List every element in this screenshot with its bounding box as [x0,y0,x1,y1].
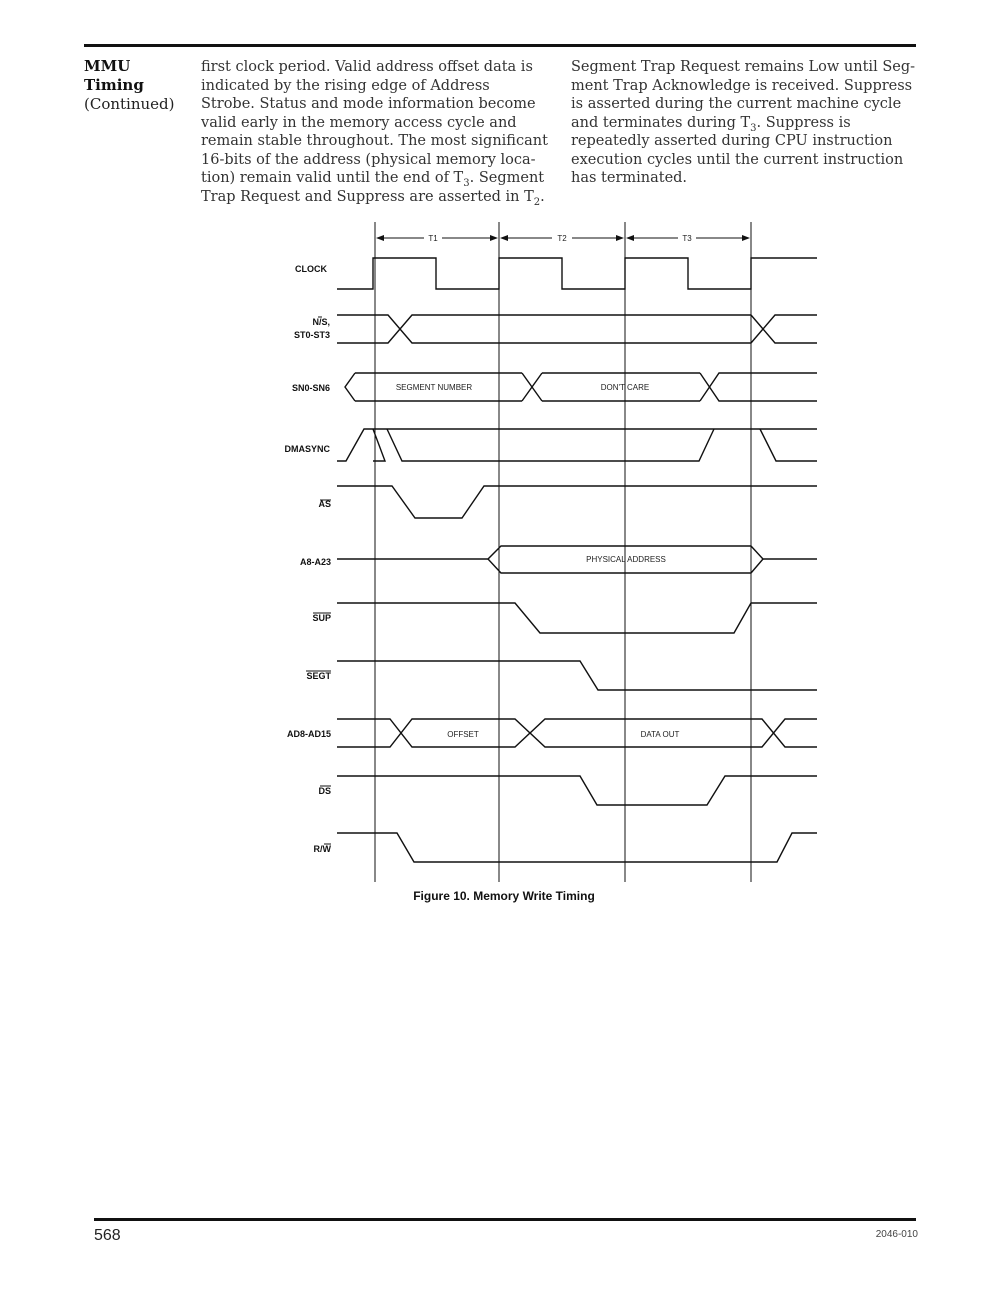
signal-ad-label: AD8-AD15 [286,729,331,739]
figure-caption: Figure 10. Memory Write Timing [413,889,595,903]
text-line: and terminates during $T_3$. Suppress is [571,114,851,134]
label-physical-address: PHYSICAL ADDRESS [586,555,666,564]
signal-clock-label: CLOCK [295,264,327,274]
signal-ds-label: DS [318,786,331,796]
label-data-out: DATA OUT [640,730,680,739]
page-number: 568 [94,1227,121,1244]
text-line: first clock period. Valid address offset data is [201,59,533,75]
text-line: ment Trap Acknowledge is received. Suppress [571,77,913,94]
wave-clock [337,258,817,289]
wave-addr [337,546,817,573]
text-line: is asserted during the current machine cycle [571,96,902,112]
text-line: remain stable throughout. The most significant [201,133,548,149]
signal-ns-label: N/S, [312,317,330,327]
heading-timing: Timing [84,76,144,94]
wave-sup [337,603,817,633]
heading-continued: (Continued) [84,95,175,113]
wave-rw [337,833,817,862]
text-line: valid early in the memory access cycle and [201,114,517,131]
signal-rw-label: R/W [313,844,331,854]
signal-sup-label: SUP [312,613,331,623]
signal-st-label: ST0-ST3 [293,330,330,340]
overbars [306,317,331,844]
period-t1-label: T1 [428,234,438,243]
wave-as [337,486,817,518]
bottom-rule [94,1218,916,1221]
label-offset: OFFSET [447,730,479,739]
text-line: has terminated. [571,170,688,186]
period-gridlines [375,222,751,882]
wave-segt [337,661,817,690]
text-line: tion) remain valid until the end of $T_3$. Segment [201,170,545,189]
text-line: Trap Request and Suppress are asserted in $T_2$. [201,188,545,208]
text-line: Segment Trap Request remains Low until Seg- [571,59,916,75]
label-dont-care: DON'T CARE [600,383,650,392]
wave-ad [337,719,817,747]
text-line: Strobe. Status and mode information become [201,96,536,112]
period-t2-label: T2 [557,234,567,243]
text-line: repeatedly asserted during CPU instruction [571,133,893,149]
signal-addr-label: A8-A23 [299,557,331,567]
heading-mmu: MMU [84,57,131,75]
wave-ns-st [337,315,817,343]
signal-as-label: AS [318,499,331,509]
wave-dmasync [337,429,817,461]
signal-segt-label: SEGT [306,671,331,681]
signal-dmasync-label: DMASYNC [284,444,330,454]
text-line: execution cycles until the current instruction [571,151,904,168]
wave-ds [337,776,817,805]
document-code: 2046-010 [875,1229,918,1240]
text-line: indicated by the rising edge of Address [201,77,490,94]
label-segment-number: SEGMENT NUMBER [395,383,473,392]
signal-sn-label: SN0-SN6 [291,383,330,393]
period-t3-label: T3 [682,234,692,243]
text-line: 16-bits of the address (physical memory loca- [201,151,536,168]
